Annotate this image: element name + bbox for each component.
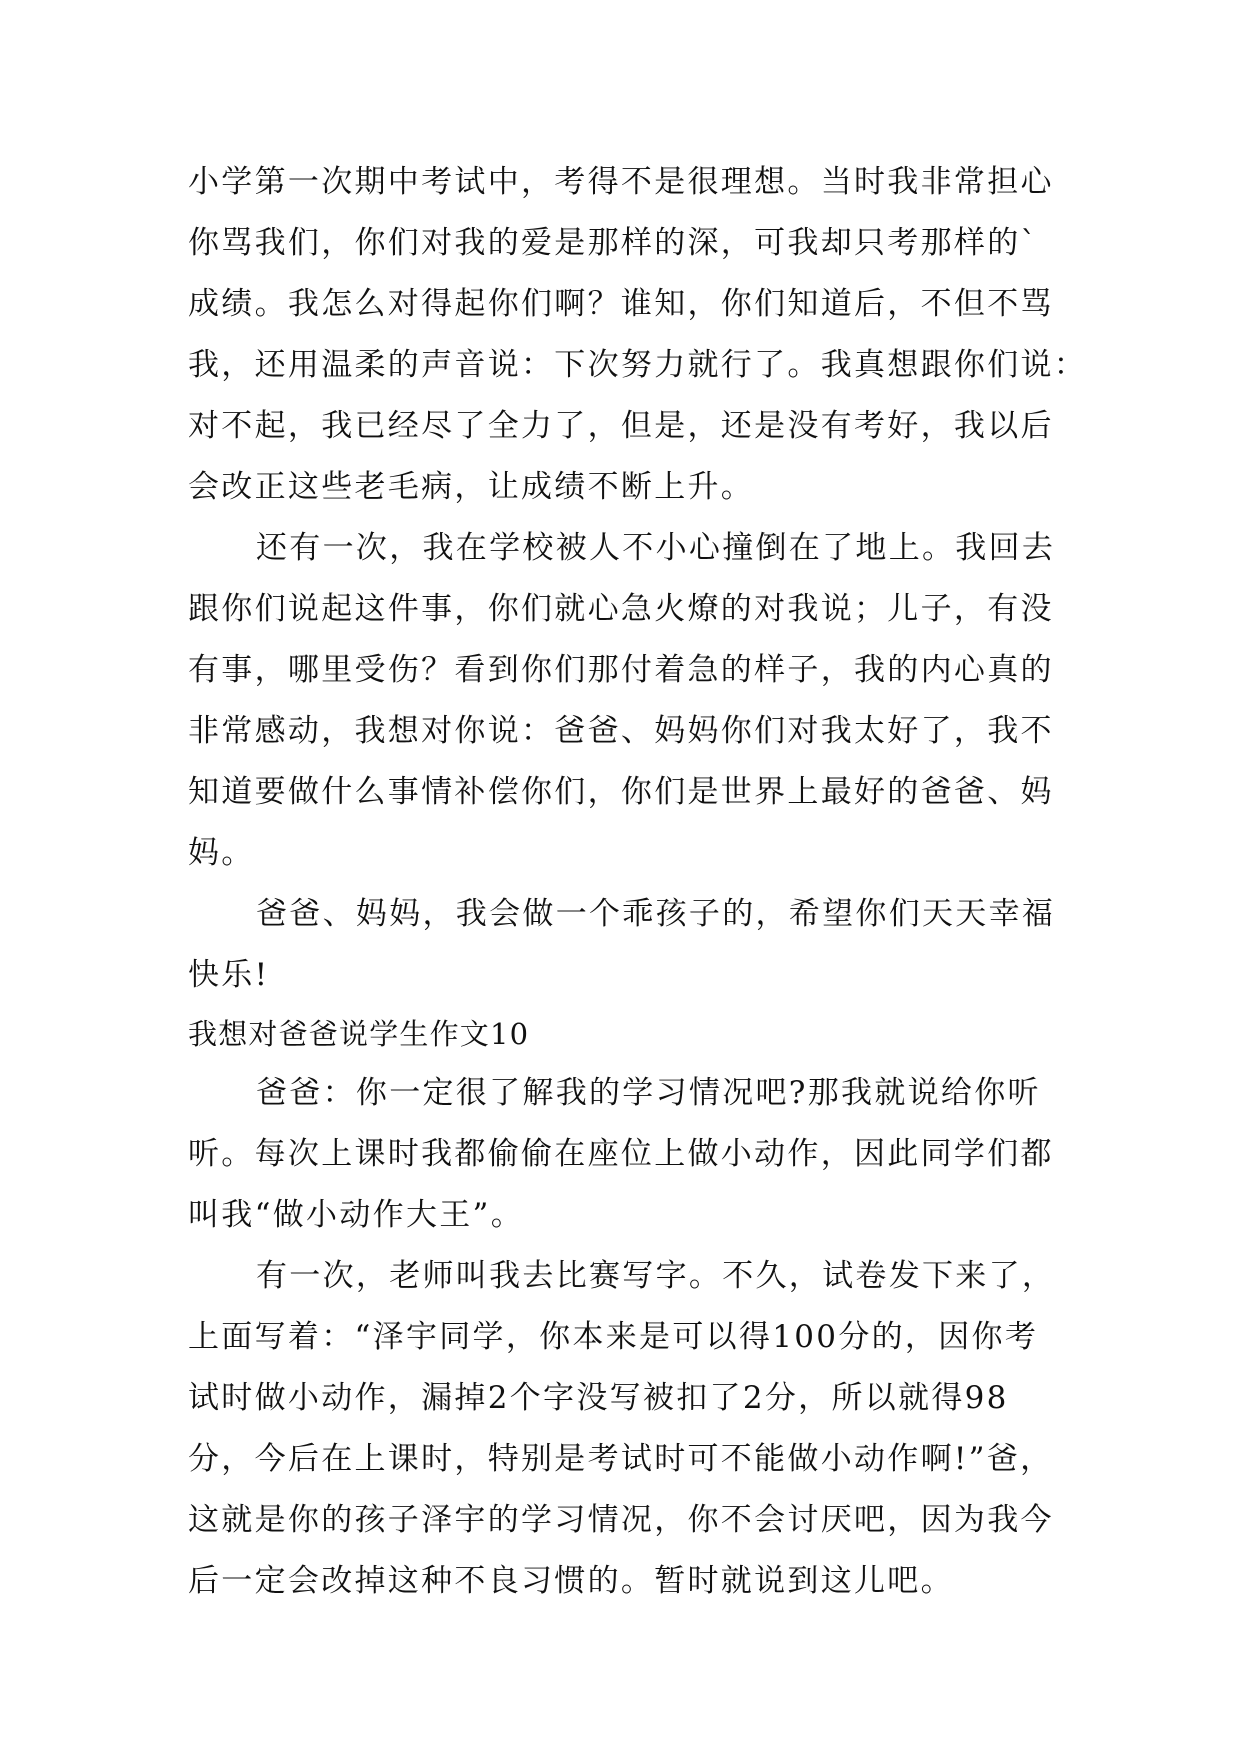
text-line: 有一次，老师叫我去比赛写字。不久，试卷发下来了，	[256, 1258, 1056, 1294]
text-line: 听。每次上课时我都偷偷在座位上做小动作，因此同学们都	[188, 1136, 1054, 1172]
text-line: 爸爸：你一定很了解我的学习情况吧?那我就说给你听	[256, 1075, 1041, 1111]
text-line: 你骂我们，你们对我的爱是那样的深，可我却只考那样的`	[188, 225, 1039, 261]
text-line: 妈。	[188, 835, 255, 871]
text-line: 还有一次，我在学校被人不小心撞倒在了地上。我回去	[256, 530, 1056, 566]
text-line: 试时做小动作，漏掉2个字没写被扣了2分，所以就得98	[188, 1380, 1009, 1416]
text-line: 叫我“做小动作大王”。	[188, 1197, 524, 1233]
text-line: 上面写着：“泽宇同学，你本来是可以得100分的，因你考	[188, 1319, 1039, 1355]
text-line: 这就是你的孩子泽宇的学习情况，你不会讨厌吧，因为我今	[188, 1502, 1054, 1538]
text-line: 快乐!	[188, 957, 270, 993]
text-line: 分，今后在上课时，特别是考试时可不能做小动作啊!”爸，	[188, 1441, 1054, 1477]
text-line: 知道要做什么事情补偿你们，你们是世界上最好的爸爸、妈	[188, 774, 1054, 810]
text-line: 会改正这些老毛病，让成绩不断上升。	[188, 469, 755, 505]
text-line: 后一定会改掉这种不良习惯的。暂时就说到这儿吧。	[188, 1563, 954, 1599]
section-heading: 我想对爸爸说学生作文10	[188, 1017, 530, 1051]
paragraph-3	[188, 884, 1056, 1006]
paragraph-2	[188, 518, 1056, 884]
text-line: 对不起，我已经尽了全力了，但是，还是没有考好，我以后	[188, 408, 1054, 444]
text-line: 非常感动，我想对你说：爸爸、妈妈你们对我太好了，我不	[188, 713, 1054, 749]
paragraph-5	[188, 1246, 1056, 1612]
text-line: 成绩。我怎么对得起你们啊？谁知，你们知道后，不但不骂	[188, 286, 1054, 322]
text-line: 有事，哪里受伤？看到你们那付着急的样子，我的内心真的	[188, 652, 1054, 688]
text-line: 爸爸、妈妈，我会做一个乖孩子的，希望你们天天幸福	[256, 896, 1056, 932]
paragraph-4	[188, 1063, 1054, 1246]
document-body	[188, 152, 1088, 1612]
text-line: 小学第一次期中考试中，考得不是很理想。当时我非常担心	[188, 164, 1054, 200]
paragraph-1	[188, 152, 1088, 518]
text-line: 跟你们说起这件事，你们就心急火燎的对我说；儿子，有没	[188, 591, 1054, 627]
text-line: 我，还用温柔的声音说：下次努力就行了。我真想跟你们说：	[188, 347, 1088, 383]
